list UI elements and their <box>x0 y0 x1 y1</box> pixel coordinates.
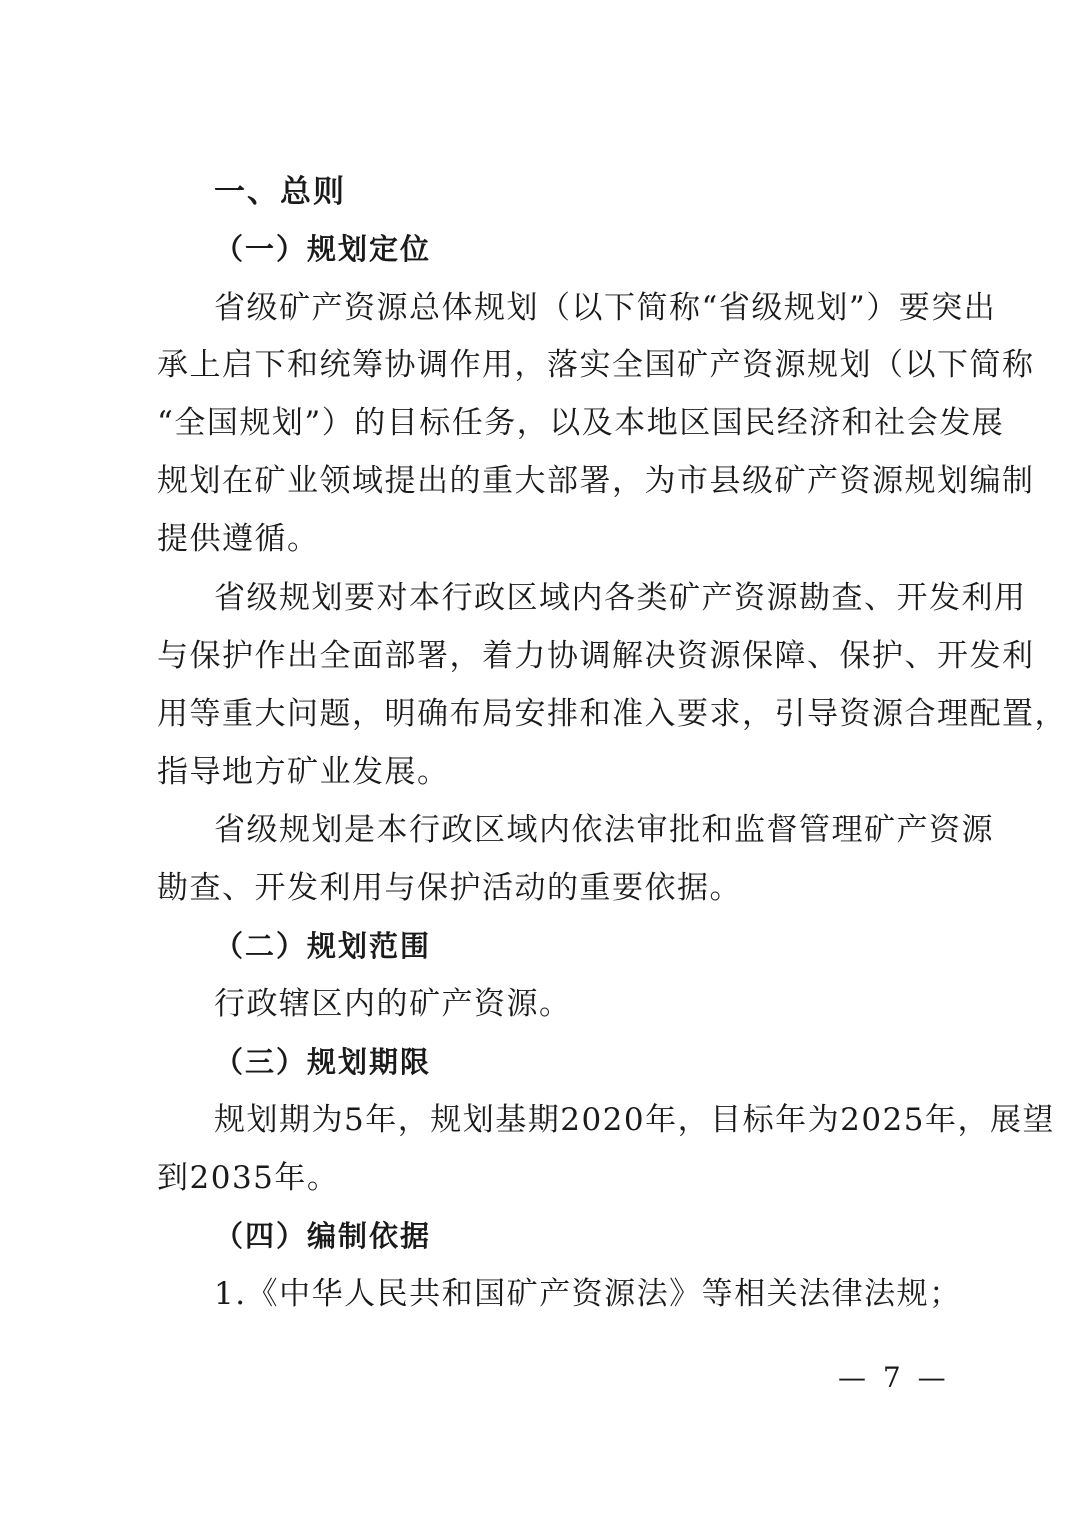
paragraph-line: “全国规划”）的目标任务，以及本地区国民经济和社会发展 <box>157 405 1005 441</box>
paragraph-line: 提供遵循。 <box>157 521 320 557</box>
paragraph-line: 省级规划要对本行政区域内各类矿产资源勘查、开发利用 <box>214 580 1027 616</box>
paragraph-line: 用等重大问题，明确布局安排和准入要求，引导资源合理配置， <box>157 696 1067 732</box>
chapter-heading: 一、总则 <box>214 174 346 210</box>
paragraph-line: 规划期为5年，规划基期2020年，目标年为2025年，展望 <box>214 1102 1056 1138</box>
paragraph-line: 承上启下和统筹协调作用，落实全国矿产资源规划（以下简称 <box>157 347 1035 383</box>
paragraph-line: 行政辖区内的矿产资源。 <box>214 986 572 1022</box>
paragraph-line: 1.《中华人民共和国矿产资源法》等相关法律法规； <box>214 1276 962 1312</box>
paragraph-line: 省级规划是本行政区域内依法审批和监督管理矿产资源 <box>214 812 994 848</box>
section-title-period: （三）规划期限 <box>214 1045 432 1079</box>
paragraph-line: 指导地方矿业发展。 <box>157 754 450 790</box>
page-number: — 7 — <box>838 1361 950 1394</box>
paragraph-line: 与保护作出全面部署，着力协调解决资源保障、保护、开发利 <box>157 638 1035 674</box>
section-title-basis: （四）编制依据 <box>214 1219 432 1253</box>
section-title-positioning: （一）规划定位 <box>214 232 432 266</box>
paragraph-line: 省级矿产资源总体规划（以下简称“省级规划”）要突出 <box>214 290 997 326</box>
paragraph-line: 规划在矿业领域提出的重大部署，为市县级矿产资源规划编制 <box>157 463 1035 499</box>
paragraph-line: 勘查、开发利用与保护活动的重要依据。 <box>157 870 742 906</box>
section-title-scope: （二）规划范围 <box>214 929 432 963</box>
paragraph-line: 到2035年。 <box>157 1160 340 1196</box>
